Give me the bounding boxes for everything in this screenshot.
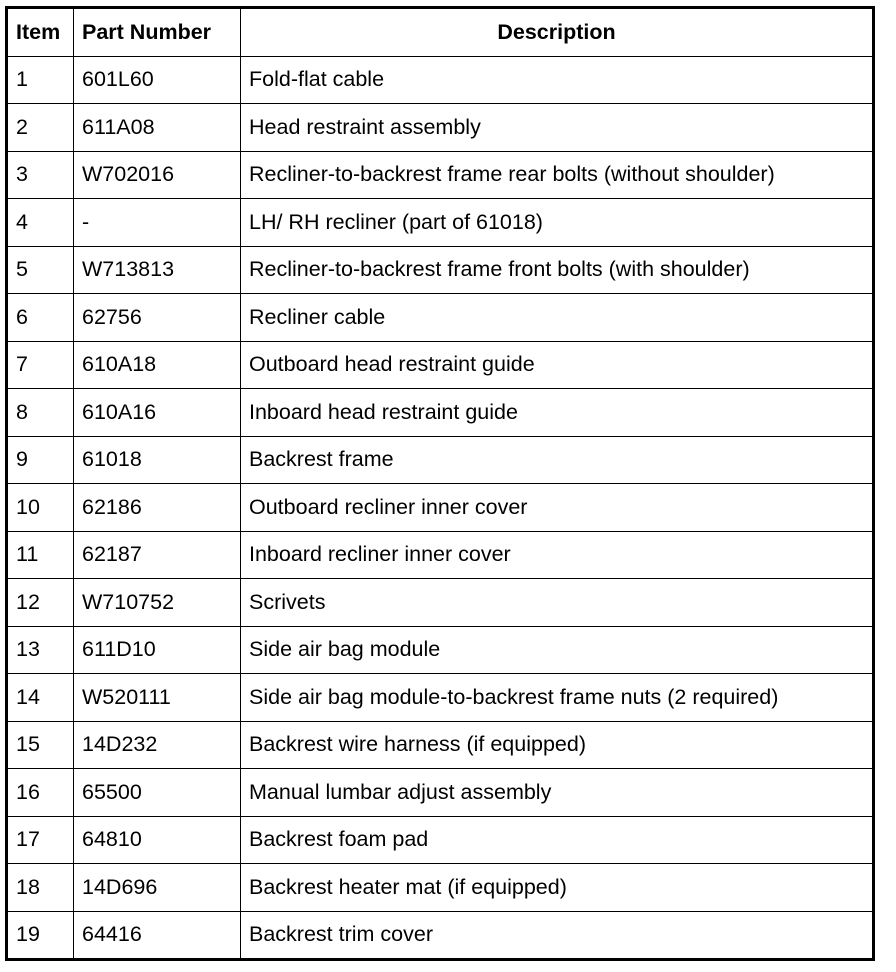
table-row	[7, 531, 874, 579]
table-row	[7, 246, 874, 294]
description-cell: Backrest wire harness (if equipped)	[241, 721, 874, 769]
table-header	[7, 8, 874, 57]
description-cell: Backrest foam pad	[241, 816, 874, 864]
description-cell: Recliner-to-backrest frame rear bolts (without shoulder)	[241, 151, 874, 199]
table-row	[7, 674, 874, 722]
table-row	[7, 579, 874, 627]
item-cell: 18	[7, 864, 74, 912]
part-number-cell: -	[74, 199, 241, 247]
item-cell: 3	[7, 151, 74, 199]
item-cell: 11	[7, 531, 74, 579]
description-cell: Outboard recliner inner cover	[241, 484, 874, 532]
table-row	[7, 864, 874, 912]
table-row	[7, 484, 874, 532]
item-cell: 5	[7, 246, 74, 294]
part-number-cell: 62187	[74, 531, 241, 579]
part-number-cell: 611D10	[74, 626, 241, 674]
item-cell: 4	[7, 199, 74, 247]
part-number-cell: 14D232	[74, 721, 241, 769]
table-row	[7, 294, 874, 342]
item-cell: 12	[7, 579, 74, 627]
description-cell: Backrest heater mat (if equipped)	[241, 864, 874, 912]
item-cell: 6	[7, 294, 74, 342]
description-cell: Scrivets	[241, 579, 874, 627]
part-number-cell: W710752	[74, 579, 241, 627]
item-cell: 9	[7, 436, 74, 484]
description-cell: Inboard head restraint guide	[241, 389, 874, 437]
part-number-cell: W713813	[74, 246, 241, 294]
item-cell: 14	[7, 674, 74, 722]
part-number-cell: W520111	[74, 674, 241, 722]
description-cell: Recliner-to-backrest frame front bolts (with shoulder)	[241, 246, 874, 294]
item-cell: 16	[7, 769, 74, 817]
header-description: Description	[241, 8, 874, 57]
header-item: Item	[7, 8, 74, 57]
table-row	[7, 389, 874, 437]
part-number-cell: 65500	[74, 769, 241, 817]
item-cell: 15	[7, 721, 74, 769]
item-cell: 17	[7, 816, 74, 864]
description-cell: Inboard recliner inner cover	[241, 531, 874, 579]
description-cell: Manual lumbar adjust assembly	[241, 769, 874, 817]
description-cell: Fold-flat cable	[241, 56, 874, 104]
table-row	[7, 104, 874, 152]
part-number-cell: 601L60	[74, 56, 241, 104]
part-number-cell: 611A08	[74, 104, 241, 152]
table-row	[7, 151, 874, 199]
item-cell: 13	[7, 626, 74, 674]
item-cell: 19	[7, 911, 74, 960]
header-row	[7, 8, 874, 57]
part-number-cell: 610A16	[74, 389, 241, 437]
description-cell: Backrest trim cover	[241, 911, 874, 960]
table-row	[7, 816, 874, 864]
table-row	[7, 769, 874, 817]
table-row	[7, 341, 874, 389]
table-row	[7, 199, 874, 247]
item-cell: 1	[7, 56, 74, 104]
table-row	[7, 911, 874, 960]
part-number-cell: 610A18	[74, 341, 241, 389]
part-number-cell: 14D696	[74, 864, 241, 912]
item-cell: 7	[7, 341, 74, 389]
description-cell: Head restraint assembly	[241, 104, 874, 152]
part-number-cell: 64810	[74, 816, 241, 864]
description-cell: Side air bag module	[241, 626, 874, 674]
table-body	[7, 56, 874, 960]
description-cell: Backrest frame	[241, 436, 874, 484]
description-cell: Side air bag module-to-backrest frame nuts (2 required)	[241, 674, 874, 722]
part-number-cell: 62756	[74, 294, 241, 342]
item-cell: 10	[7, 484, 74, 532]
part-number-cell: W702016	[74, 151, 241, 199]
description-cell: Outboard head restraint guide	[241, 341, 874, 389]
header-part-number: Part Number	[74, 8, 241, 57]
table-row	[7, 56, 874, 104]
parts-table	[5, 6, 875, 961]
table-row	[7, 626, 874, 674]
table-row	[7, 436, 874, 484]
part-number-cell: 64416	[74, 911, 241, 960]
table-row	[7, 721, 874, 769]
part-number-cell: 61018	[74, 436, 241, 484]
part-number-cell: 62186	[74, 484, 241, 532]
item-cell: 8	[7, 389, 74, 437]
item-cell: 2	[7, 104, 74, 152]
description-cell: LH/ RH recliner (part of 61018)	[241, 199, 874, 247]
description-cell: Recliner cable	[241, 294, 874, 342]
